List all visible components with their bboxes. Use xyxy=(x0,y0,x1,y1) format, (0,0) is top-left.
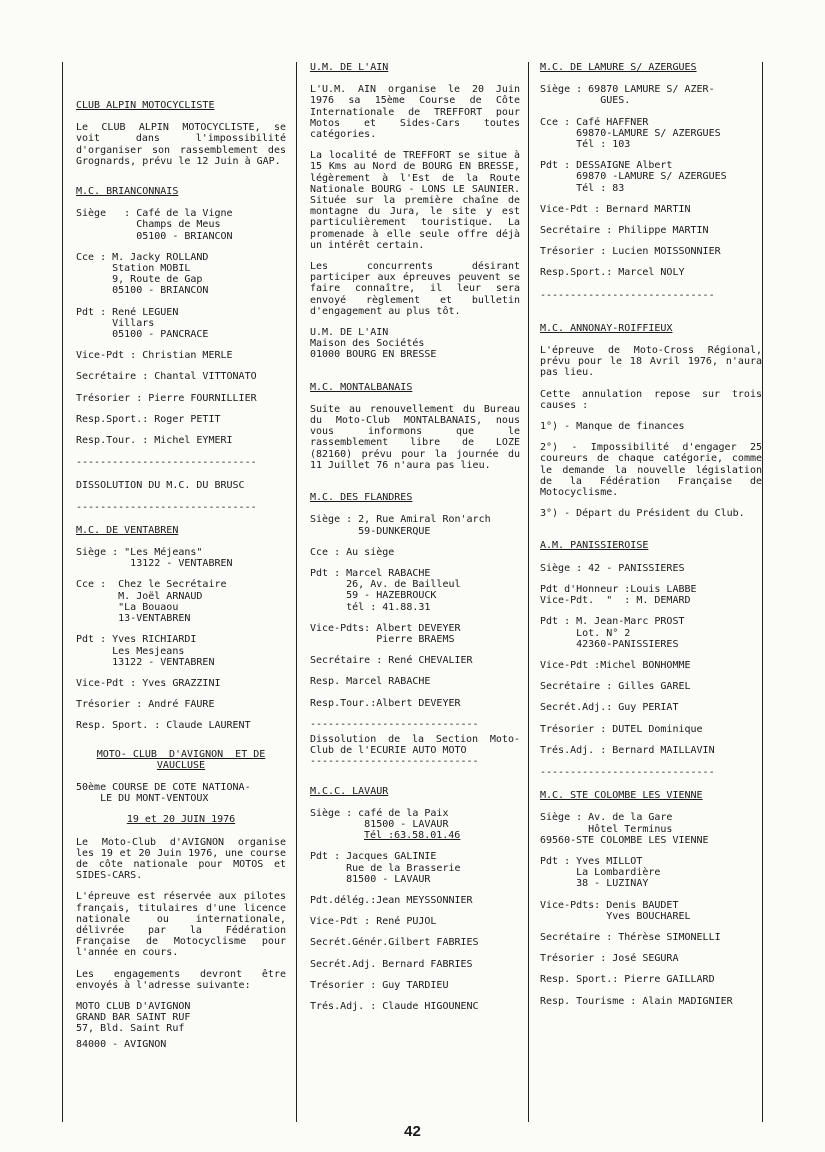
section-mc-brianconnais xyxy=(76,186,286,446)
page-number: 42 xyxy=(404,1123,421,1140)
cause-2: 2°) - Impossibilité d'engager 25 coureurs de chaque catégorie, comme le demande la nouvelle législation de la Fédération Française de Motocyclisme. xyxy=(540,442,762,499)
siege-entry: Siège : Café de la Vigne Champs de Meus 05100 - BRIANCON xyxy=(76,208,233,242)
cce-entry: Cce : Chez le Secrétaire M. Joël ARNAUD "La Bouaou 13-VENTABREN xyxy=(76,579,227,625)
dashed-separator: ----------------------------- xyxy=(540,766,715,778)
paragraph: Les concurrents désirant participer aux épreuves peuvent se faire connaître, il leur sera envoyé règlement et bulletin d'engagement au plus tôt. xyxy=(310,261,520,317)
paragraph: Le Moto-Club d'AVIGNON organise les 19 et 20 Juin 1976, une course de côte nationale pour MOTOS et SIDES-CARS. xyxy=(76,836,286,882)
president-entry: Pdt : DESSAIGNE Albert 69870 -LAMURE S/ AZERGUES Tél : 83 xyxy=(540,160,727,194)
column-rule-middle-right xyxy=(528,62,529,1122)
secretary-entry: Secrétaire : Chantal VITTONATO xyxy=(76,371,257,383)
dashed-separator: ------------------------------ xyxy=(76,457,257,469)
vice-president-entry: Vice-Pdt : René PUJOL xyxy=(310,916,437,928)
resp-tour-entry: Resp.Tour.:Albert DEVEYER xyxy=(310,697,461,709)
president-entry: Pdt : René LEGUEN Villars 05100 - PANCRACE xyxy=(76,306,209,341)
paragraph: Les engagements devront être envoyés à l'adresse suivante: xyxy=(76,968,286,991)
resp-sport-entry: Resp. Sport. : Claude LAURENT xyxy=(76,720,251,732)
dashed-separator: ------------------------------ xyxy=(76,501,257,513)
president-entry: Pdt : Marcel RABACHE 26, Av. de Bailleul 59 - HAZEBROUCK tél : 41.88.31 xyxy=(310,567,461,613)
president-entry: Pdt : M. Jean-Marc PROST Lot. N° 2 42360-PANISSIERES xyxy=(540,616,685,650)
siege-entry: Siège : 42 - PANISSIERES xyxy=(540,562,685,574)
section-title: M.C. STE COLOMBE LES VIENNE xyxy=(540,790,703,802)
secretary-entry: Secrétaire : Philippe MARTIN xyxy=(540,225,709,237)
section-mc-lamure xyxy=(540,62,762,279)
club-address: MOTO CLUB D'AVIGNON GRAND BAR SAINT RUF 57, Bld. Saint Ruf xyxy=(76,1000,191,1035)
siege-entry: Siège : "Les Méjeans" 13122 - VENTABREN xyxy=(76,547,233,570)
section-title: A.M. PANISSIEROISE xyxy=(540,540,649,552)
secretary-entry: Secrétaire : Gilles GAREL xyxy=(540,681,691,693)
dashed-separator: ----------------------------- xyxy=(540,289,715,301)
siege-entry: Siège : café de la Paix 81500 - LAVAUR xyxy=(310,807,449,830)
dashed-separator: ---------------------------- xyxy=(310,718,479,730)
section-mc-annonay-roiffieux xyxy=(540,323,762,520)
treasurer-entry: Trésorier : Lucien MOISSONNIER xyxy=(540,246,721,258)
secretary-entry: Secrétaire : René CHEVALIER xyxy=(310,655,473,667)
vice-presidents-entry: Vice-Pdts: Denis BAUDET Yves BOUCHAREL xyxy=(540,899,691,922)
siege-entry: Siège : 69870 LAMURE S/ AZER- GUES. xyxy=(540,84,715,107)
resp-sport-entry: Resp.Sport.: Roger PETIT xyxy=(76,413,221,425)
section-title: M.C. DE VENTABREN xyxy=(76,524,179,536)
section-am-panissieroise xyxy=(540,540,762,755)
assistant-treasurer-entry: Trés.Adj. : Claude HIGOUNENC xyxy=(310,1000,479,1012)
column-2 xyxy=(310,62,520,1023)
treasurer-entry: Trésorier : André FAURE xyxy=(76,699,215,711)
vice-president-entry: Vice-Pdt :Michel BONHOMME xyxy=(540,659,691,671)
vice-president-entry: Vice-Pdt : Christian MERLE xyxy=(76,350,233,362)
delegate-president-entry: Pdt.délég.:Jean MEYSSONNIER xyxy=(310,894,473,906)
column-rule-middle-left xyxy=(296,62,297,1122)
paragraph: La localité de TREFFORT se situe à 15 Kms au Nord de BOURG EN BRESSE, légèrement à l'Est de la Route Nationale BOURG - LONS LE SAUNIER. Située sur la première chaîne de montagne du Jura, le site y est particulièrement touristique. La promenade à elle seule offre déjà un intérêt certain. xyxy=(310,150,520,251)
cause-1: 1°) - Manque de finances xyxy=(540,421,685,433)
vice-president-entry: Vice-Pdt : Bernard MARTIN xyxy=(540,203,691,215)
cce-entry: Cce : M. Jacky ROLLAND Station MOBIL 9, Route de Gap 05100 - BRIANCON xyxy=(76,251,209,297)
section-title: M.C.C. LAVAUR xyxy=(310,785,389,797)
dashed-separator: ---------------------------- xyxy=(310,756,479,768)
section-title: U.M. DE L'AIN xyxy=(310,62,389,73)
president-entry: Pdt : Yves MILLOT La Lombardière 38 - LUZINAY xyxy=(540,855,661,890)
resp-entry: Resp. Marcel RABACHE xyxy=(310,676,431,688)
paragraph: L'U.M. AIN organise le 20 Juin 1976 sa 15ème Course de Côte Internationale de TREFFORT pour Motos et Sides-Cars toutes catégories. xyxy=(310,84,520,141)
paragraph: Cette annulation repose sur trois causes : xyxy=(540,388,762,411)
resp-tour-entry: Resp.Tour. : Michel EYMERI xyxy=(76,435,233,447)
treasurer-entry: Trésorier : Guy TARDIEU xyxy=(310,979,449,991)
course-title: 50ème COURSE DE COTE NATIONA- LE DU MONT-VENTOUX xyxy=(76,781,251,805)
section-mc-ste-colombe xyxy=(540,790,762,1007)
section-title: M.C. MONTALBANAIS xyxy=(310,381,413,393)
section-title: M.C. BRIANCONNAIS xyxy=(76,186,179,198)
club-city: 84000 - AVIGNON xyxy=(76,1038,167,1050)
column-rule-right xyxy=(762,62,763,1122)
resp-tourisme-entry: Resp. Tourisme : Alain MADIGNIER xyxy=(540,995,733,1007)
section-um-ain xyxy=(310,62,520,361)
column-1 xyxy=(76,62,286,1061)
treasurer-entry: Trésorier : José SEGURA xyxy=(540,953,679,965)
section-title: M.C. DE LAMURE S/ AZERGUES xyxy=(540,62,697,73)
column-rule-left xyxy=(62,62,63,1122)
club-address: U.M. DE L'AIN Maison des Sociétés 01000 BOURG EN BRESSE xyxy=(310,327,437,361)
section-title-line-2: VAUCLUSE xyxy=(156,759,206,771)
assistant-treasurer-entry: Trés.Adj. : Bernard MAILLAVIN xyxy=(540,744,715,756)
assistant-secretary-entry: Secrét.Adj.: Guy PERIAT xyxy=(540,702,679,714)
vice-president-entry: Vice-Pdt : Yves GRAZZINI xyxy=(76,677,221,689)
president-entry: Pdt : Jacques GALINIE Rue de la Brasserie 81500 - LAVAUR xyxy=(310,851,461,885)
cce-entry: Cce : Café HAFFNER 69870-LAMURE S/ AZERGUES Tél : 103 xyxy=(540,116,721,151)
section-title: M.C. ANNONAY-ROIFFIEUX xyxy=(540,322,673,334)
treasurer-entry: Trésorier : DUTEL Dominique xyxy=(540,723,703,735)
section-title: M.C. DES FLANDRES xyxy=(310,492,413,504)
paragraph: L'épreuve de Moto-Cross Régional, prévu pour le 18 Avril 1976, n'aura pas lieu. xyxy=(540,345,762,379)
column-3 xyxy=(540,62,762,1018)
cce-entry: Cce : Au siège xyxy=(310,546,395,558)
phone-number: Tél :63.58.01.46 xyxy=(364,830,461,842)
section-title-line-1: MOTO- CLUB D'AVIGNON ET DE xyxy=(96,748,266,760)
secretary-entry: Secrétaire : Thérèse SIMONELLI xyxy=(540,931,721,943)
siege-entry: Siège : 2, Rue Amiral Ron'arch 59-DUNKERQUE xyxy=(310,514,491,537)
section-title: CLUB ALPIN MOTOCYCLISTE xyxy=(76,100,215,111)
cause-3: 3°) - Départ du Président du Club. xyxy=(540,508,745,520)
siege-entry: Siège : Av. de la Gare Hôtel Terminus 69560-STE COLOMBE LES VIENNE xyxy=(540,812,709,846)
dissolution-notice: Dissolution de la Section Moto-Club de l'ECURIE AUTO MOTO xyxy=(310,733,520,757)
section-text: Le CLUB ALPIN MOTOCYCLISTE, se voit dans l'impossibilité d'organiser son rassemblement des Grognards, prévu le 12 Juin à GAP. xyxy=(76,122,286,167)
section-mc-montalbanais xyxy=(310,382,520,471)
assistant-secretary-entry: Secrét.Adj. Bernard FABRIES xyxy=(310,958,473,970)
resp-sport-entry: Resp.Sport.: Marcel NOLY xyxy=(540,267,685,279)
treasurer-entry: Trésorier : Pierre FOURNILLIER xyxy=(76,392,257,404)
resp-sport-entry: Resp. Sport.: Pierre GAILLARD xyxy=(540,974,715,986)
honorary-president-entry: Pdt d'Honneur :Louis LABBE Vice-Pdt. " : M. DEMARD xyxy=(540,583,697,607)
section-mc-flandres xyxy=(310,492,520,767)
paragraph: Suite au renouvellement du Bureau du Moto-Club MONTALBANAIS, nous vous informons que le rassemblement libre de LOZE (82160) prévu pour la journée du 11 Juillet 76 n'aura pas lieu. xyxy=(310,403,520,471)
president-entry: Pdt : Yves RICHIARDI Les Mesjeans 13122 - VENTABREN xyxy=(76,634,215,668)
section-mc-avignon xyxy=(76,749,286,1050)
course-dates: 19 et 20 JUIN 1976 xyxy=(126,814,236,826)
section-mcc-lavaur xyxy=(310,786,520,1013)
dissolution-notice: DISSOLUTION DU M.C. DU BRUSC xyxy=(76,480,245,492)
section-club-alpin xyxy=(76,100,286,167)
secretary-general-entry: Secrét.Génér.Gilbert FABRIES xyxy=(310,937,479,949)
paragraph: L'épreuve est réservée aux pilotes français, titulaires d'une licence nationale ou internationale, délivrée par la Fédération Française de Motocyclisme pour l'année en cours. xyxy=(76,891,286,959)
section-mc-ventabren xyxy=(76,525,286,732)
vice-presidents-entry: Vice-Pdts: Albert DEVEYER Pierre BRAEMS xyxy=(310,622,461,645)
